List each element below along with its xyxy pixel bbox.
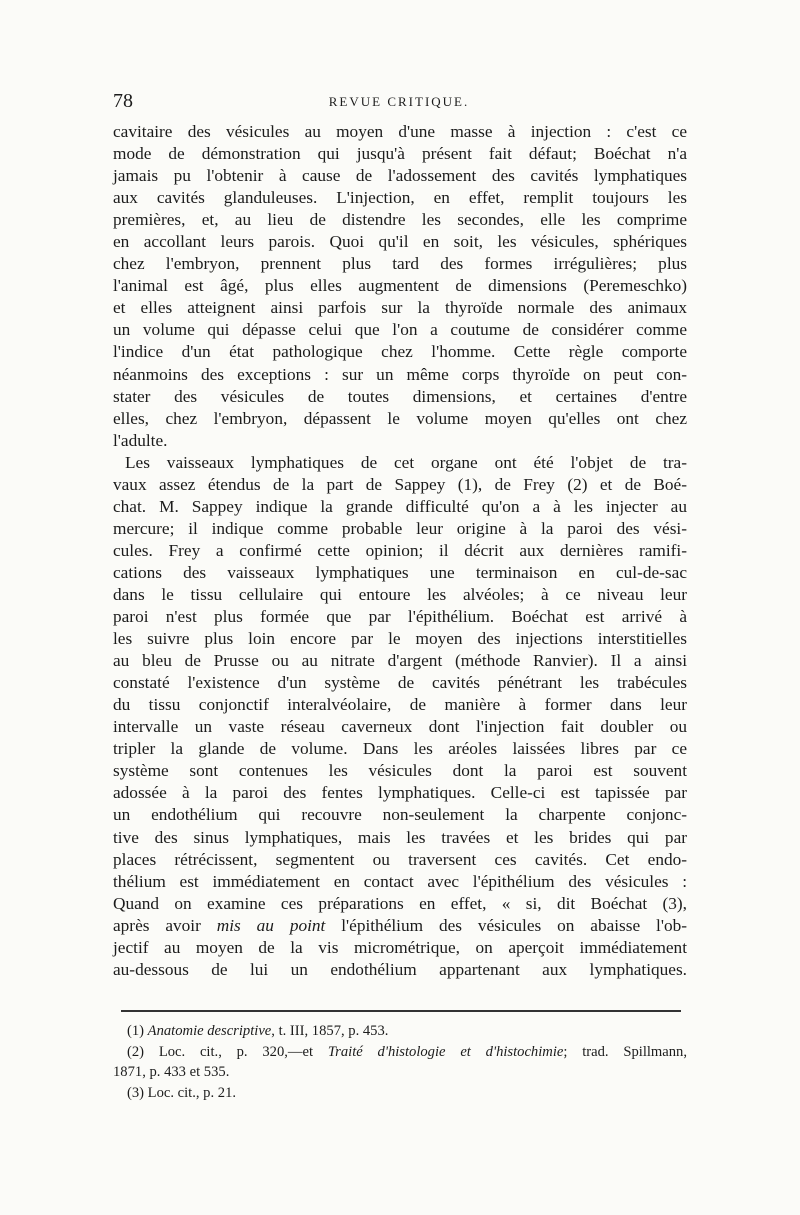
text-line: jamais pu l'obtenir à cause de l'adossement des cavités lymphatiques — [113, 166, 687, 186]
text-line: un endothélium qui recouvre non-seulement la charpente conjonc- — [113, 805, 687, 825]
text-line: au bleu de Prusse ou au nitrate d'argent (méthode Ranvier). Il a ainsi — [113, 651, 687, 671]
text-line: vaux assez étendus de la part de Sappey (1), de Frey (2) et de Boé- — [113, 474, 687, 494]
page-header — [113, 90, 685, 114]
text-line: stater des vésicules de toutes dimensions, et certaines d'entre — [113, 386, 687, 406]
text-run: après avoir — [113, 915, 217, 935]
footnote-2-continuation: 1871, p. 433 et 535. — [113, 1064, 230, 1080]
text-line: en accollant leurs parois. Quoi qu'il en soit, les vésicules, sphériques — [113, 232, 687, 252]
text-line: elles, chez l'embryon, dépassent le volume moyen qu'elles ont chez — [113, 408, 687, 428]
text-line: l'adulte. — [113, 430, 168, 450]
body-text — [113, 121, 687, 981]
text-line: aux cavités glanduleuses. L'injection, en effet, remplit toujours les — [113, 188, 687, 208]
text-line: paroi n'est plus formée que par l'épithélium. Boéchat est arrivé à — [113, 607, 687, 627]
text-line: cavitaire des vésicules au moyen d'une masse à injection : c'est ce — [113, 122, 687, 141]
footnote-3: (3) Loc. cit., p. 21. — [127, 1084, 237, 1101]
text-line: mercure; il indique comme probable leur origine à la paroi des vési- — [113, 518, 687, 538]
text-line: thélium est immédiatement en contact avec l'épithélium des vésicules : — [113, 871, 687, 891]
text-line: et elles atteignent ainsi parfois sur la thyroïde normale des animaux — [113, 298, 687, 318]
text-line: tive des sinus lymphatiques, mais les travées et les brides qui par — [113, 827, 687, 847]
text-line: système sont contenues les vésicules dont la paroi est souvent — [113, 761, 687, 781]
footnote-rule — [121, 1010, 681, 1012]
text-line: chat. M. Sappey indique la grande difficulté qu'on a à les injecter au — [113, 496, 687, 516]
footnote-text: , t. III, 1857, p. 453. — [271, 1023, 389, 1039]
text-line: néanmoins des exceptions : sur un même corps thyroïde on peut con- — [113, 364, 687, 384]
text-line: adossée à la paroi des fentes lymphatiques. Celle-ci est tapissée par — [113, 783, 687, 803]
footnote-1 — [113, 1021, 687, 1042]
text-line: jectif au moyen de la vis micrométrique, on aperçoit immédiatement — [113, 937, 687, 957]
footnotes — [113, 1021, 687, 1103]
text-run: l'épithélium des vésicules on abaisse l'ob- — [325, 915, 688, 935]
footnote-mark: (1) — [127, 1023, 148, 1039]
footnote-text: ; trad. Spillmann, — [563, 1043, 687, 1060]
text-line: tripler la glande de volume. Dans les aréoles laissées libres par ce — [113, 739, 687, 759]
running-head: REVUE CRITIQUE. — [328, 94, 470, 109]
page-number: 78 — [113, 90, 133, 112]
text-line: chez l'embryon, prennent plus tard des formes irrégulières; plus — [113, 254, 687, 274]
text-line: places rétrécissent, segmentent ou traversent ces cavités. Cet endo- — [113, 849, 687, 869]
text-line: mode de démonstration qui jusqu'à présent fait défaut; Boéchat n'a — [113, 144, 687, 164]
footnote-title: Traité d'histologie et d'histochimie — [327, 1043, 564, 1060]
text-line-with-italic — [113, 915, 687, 937]
text-line: un volume qui dépasse celui que l'on a coutume de considérer comme — [113, 320, 687, 340]
text-line: intervalle un vaste réseau caverneux dont l'injection fait doubler ou — [113, 717, 687, 737]
text-line: constaté l'existence d'un système de cavités pénétrant les trabécules — [113, 673, 687, 693]
text-line: du tissu conjonctif interalvéolaire, de manière à former dans leur — [113, 695, 687, 715]
text-line: l'indice d'un état pathologique chez l'homme. Cette règle comporte — [113, 342, 687, 362]
footnote-text: (2) Loc. cit., p. 320,—et — [127, 1043, 328, 1060]
footnote-title: Anatomie descriptive — [147, 1023, 272, 1039]
text-line: au-dessous de lui un endothélium appartenant aux lymphatiques. — [113, 959, 687, 979]
text-line: cules. Frey a confirmé cette opinion; il décrit aux dernières ramifi- — [113, 540, 687, 560]
italic-phrase: mis au point — [216, 915, 326, 935]
text-line: l'animal est âgé, plus elles augmentent de dimensions (Peremeschko) — [113, 276, 687, 296]
footnote-2 — [113, 1042, 687, 1063]
text-line: Les vaisseaux lymphatiques de cet organe ont été l'objet de tra- — [125, 452, 687, 472]
text-line: Quand on examine ces préparations en effet, « si, dit Boéchat (3), — [113, 893, 687, 913]
text-line: les suivre plus loin encore par le moyen des injections interstitielles — [113, 629, 687, 649]
text-line: dans le tissu cellulaire qui entoure les alvéoles; à ce niveau leur — [113, 584, 687, 604]
text-line: premières, et, au lieu de distendre les secondes, elle les comprime — [113, 210, 687, 230]
text-line: cations des vaisseaux lymphatiques une terminaison en cul-de-sac — [113, 562, 687, 582]
